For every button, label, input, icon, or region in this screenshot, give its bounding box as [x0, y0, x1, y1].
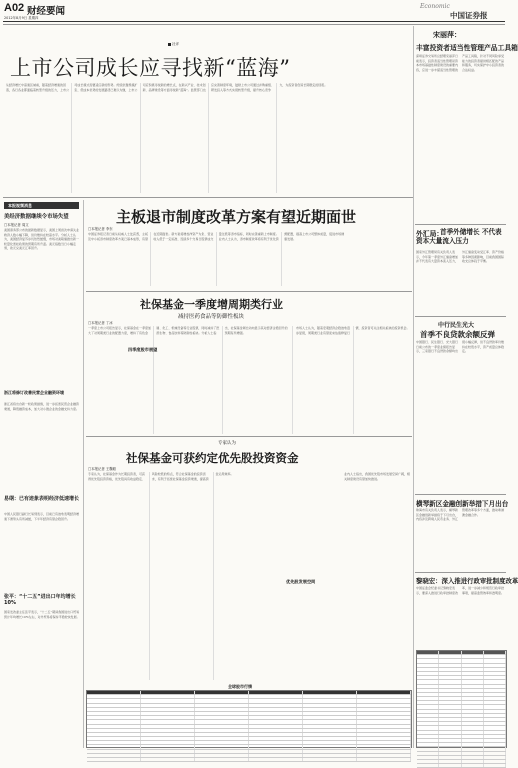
page-code: A02	[4, 2, 25, 14]
right-fourth-rule	[415, 572, 506, 573]
date-line: 2012年8月9日 星期四	[4, 16, 39, 20]
main-story-byline: □本报记者 李东	[88, 227, 113, 231]
social-fund-2-box-body: 业内人士指出，我国优先股市场发展空间广阔，相关制度建设有望加快推进。	[344, 472, 411, 481]
right-second-rule	[415, 316, 506, 317]
square-bullet-icon	[168, 43, 171, 46]
bottom-table-title: 全球股市行情	[228, 684, 252, 689]
editorial-bottom-rule	[3, 197, 413, 198]
right-top-headline: 丰富投资者适当性管理产品工具箱	[416, 44, 518, 52]
sidebar-bottom-body: 国家发改委主任张平表示，“十二五”期间我国进出口贸易预计年均增长10%左右，对外贸易将保持平稳较快发展。	[4, 610, 80, 619]
table-row	[417, 764, 506, 768]
social-fund-2-headline: 社保基金可获约定优先股投资资金	[126, 451, 299, 465]
sidebar-lead-title: 美经济数据继续令市场失望	[4, 214, 69, 220]
social-fund-body-2: 市场人士认为，随着宏观经济企稳迹象逐步显现，周期类行业有望迎来估值修复行情，投资者可关注相关板块的投资机会。	[296, 326, 410, 335]
right-top-kicker: 宋丽萍：	[433, 31, 461, 39]
social-fund-body: 一季度上市公司报告显示，社保基金在一季度加大了对周期类行业的配置力度，增持了有色金属、化工、机械设备等行业股票，同时减持了医药生物、食品饮料等防御性板块。分析人士指出，社保基金调仓动向显示其对经济企稳回升的预期有所增强。	[88, 326, 288, 335]
sidebar-mid-body: 浙江省将出台新一轮政策措施，进一步拓宽民营企业融资渠道，降低融资成本，加大对小微企业的金融支持力度。	[4, 402, 80, 411]
main-story-body: 中国证券报记者日前从权威人士处获悉，主板及中小板退市制度改革方案已基本成形，有望在近期面世。新方案将增加净资产为负、营业收入低于一定标准、连续多个交易日股票成交量过低等退市指标，同时完善重新上市制度。业内人士认为，退市制度改革将有利于优化资源配置，提高上市公司整体质量，促进市场健康发展。	[88, 232, 345, 241]
brand-cn: 中国证券报	[450, 11, 488, 20]
page-name: 财经要闻	[27, 6, 66, 17]
market-table	[86, 690, 412, 748]
editorial-headline: 上市公司成长应寻找新“蓝海”	[10, 56, 291, 80]
right-second-kicker: 外汇局：	[416, 230, 444, 238]
brand-en: Economic	[420, 3, 450, 10]
social-fund-2-box-title: 优先股发展空间	[286, 579, 316, 584]
right-fifth-headline: 黎晓宏：深入推进行政审批制度改革	[416, 577, 518, 585]
sidebar-lead-byline: □本报记者 周文	[4, 223, 29, 227]
right-data-table	[416, 650, 507, 748]
social-fund-2-byline: □本报记者 王魏聪	[88, 467, 117, 471]
sidebar-divider	[83, 200, 84, 748]
right-third-rule	[415, 494, 506, 495]
right-third-body: 中国银行、民生银行、光大银行日前公布的一季度业绩报告显示，三家银行不良贷款余额均出现小幅反弹，但不良贷款率仍维持在较低水平，资产质量总体稳定。	[416, 340, 505, 354]
main-story-headline: 主板退市制度改革方案有望近期面世	[116, 208, 357, 226]
masthead-rule	[3, 21, 505, 22]
sidebar-bottom-title: 张平：“十二五”进出口年均增长10%	[4, 594, 76, 606]
social-fund-box-title: 四季度股市展望	[128, 347, 158, 352]
sidebar-header	[4, 202, 79, 209]
editorial-body: 从经济增长中高速区域看，随着经济增速的回落，各行各业都面临着转型升级的压力，上市公司成长模式需要适应新的形势。传统依靠规模扩张、低成本优势的发展路径已难以为继，上市公司应积极寻找新的增长点，在新兴产业、技术创新、品牌建设等方面寻找新“蓝海”。监管部门也应完善制度环境，鼓励上市公司通过并购重组、研发投入等方式实现转型升级，提升核心竞争力，为投资者创造长期稳定的回报。	[6, 83, 328, 92]
right-second-headline: 首季外储增长 不代表资本大量流入压力	[416, 228, 502, 245]
column-tag-label: 社评	[172, 42, 180, 46]
column-tag	[168, 42, 179, 47]
social-fund-box-rule	[292, 326, 293, 434]
sidebar-lower-body: 中国人民银行副行长易纲表示，目前已有迹象表明经济增速下滑势头有所减缓，下半年经济有望企稳回升。	[4, 512, 80, 521]
right-top-body: 深圳证券交易所总经理宋丽萍日前表示，投资者适当性管理是资本市场基础性制度建设的重要内容，应进一步丰富适当性管理的产品工具箱，针对不同风险承受能力的投资者提供相匹配的产品和服务，切实保护中小投资者的合法权益。	[416, 54, 505, 72]
sidebar-header-label: 本报视频消息	[8, 203, 32, 208]
right-third-kicker: 中行民生光大	[438, 322, 475, 329]
right-top-rule	[415, 224, 506, 225]
table-row	[87, 758, 411, 762]
right-second-body: 国家外汇管理局有关负责人表示，今年第一季度外汇储备增加并不代表有大量资本流入压力，外汇储备变动受汇率、资产价格等多种因素影响，目前我国国际收支总体趋于平衡。	[416, 250, 505, 264]
social-fund-subhead: 减持医药食品等防御性板块	[178, 314, 245, 320]
right-fifth-body: 中国证监会纪委书记黎晓宏表示，要深入推进行政审批制度改革，进一步减少和规范行政审批事项，提高监管效率和透明度。	[416, 586, 505, 595]
right-fourth-headline: 横琴新区金融创新举措下月出台	[416, 500, 509, 508]
masthead-rule-thin	[3, 24, 505, 25]
social-fund-2-kicker: 专家认为	[218, 441, 236, 446]
sidebar-lower-title: 易纲：已有迹象表明经济低速增长	[4, 496, 80, 502]
social-fund-headline: 社保基金一季度增周期类行业	[140, 298, 283, 311]
sidebar-lead-body: 美国商务部公布的最新数据显示，美国上周首次申请失业救济人数小幅下降，但仍维持在较高水平。分析人士认为，美国经济复苏步伐依然缓慢，市场对美联储推出新一轮量化宽松政策的预期有所升温。美元指数当日小幅走弱，欧元兑美元汇率回升。	[4, 228, 80, 251]
right-third-headline: 首季不良贷款余额反弹	[420, 330, 495, 339]
masthead	[0, 0, 508, 30]
main-story-bottom-rule	[86, 291, 412, 292]
sidebar-mid-title: 浙江将修订改善民营企业融资环境	[4, 390, 64, 395]
right-divider	[413, 26, 414, 748]
social-fund-bottom-rule	[86, 436, 412, 437]
right-fourth-body: 珠海市有关负责人表示，横琴新区金融创新举措将于下月出台，内容涉及跨境人民币业务、外汇管理改革等多个方面，推动粤港澳金融合作。	[416, 508, 505, 522]
social-fund-2-body: 专家认为，社保基金作为长期投资者，可获得优先股投资资格，优先股具有收益稳定、风险较低的特点，符合社保基金的投资需求，有利于拓宽社保基金投资渠道，提高资金运用效率。	[88, 472, 234, 481]
social-fund-byline: □本报记者 丁冰	[88, 321, 113, 325]
